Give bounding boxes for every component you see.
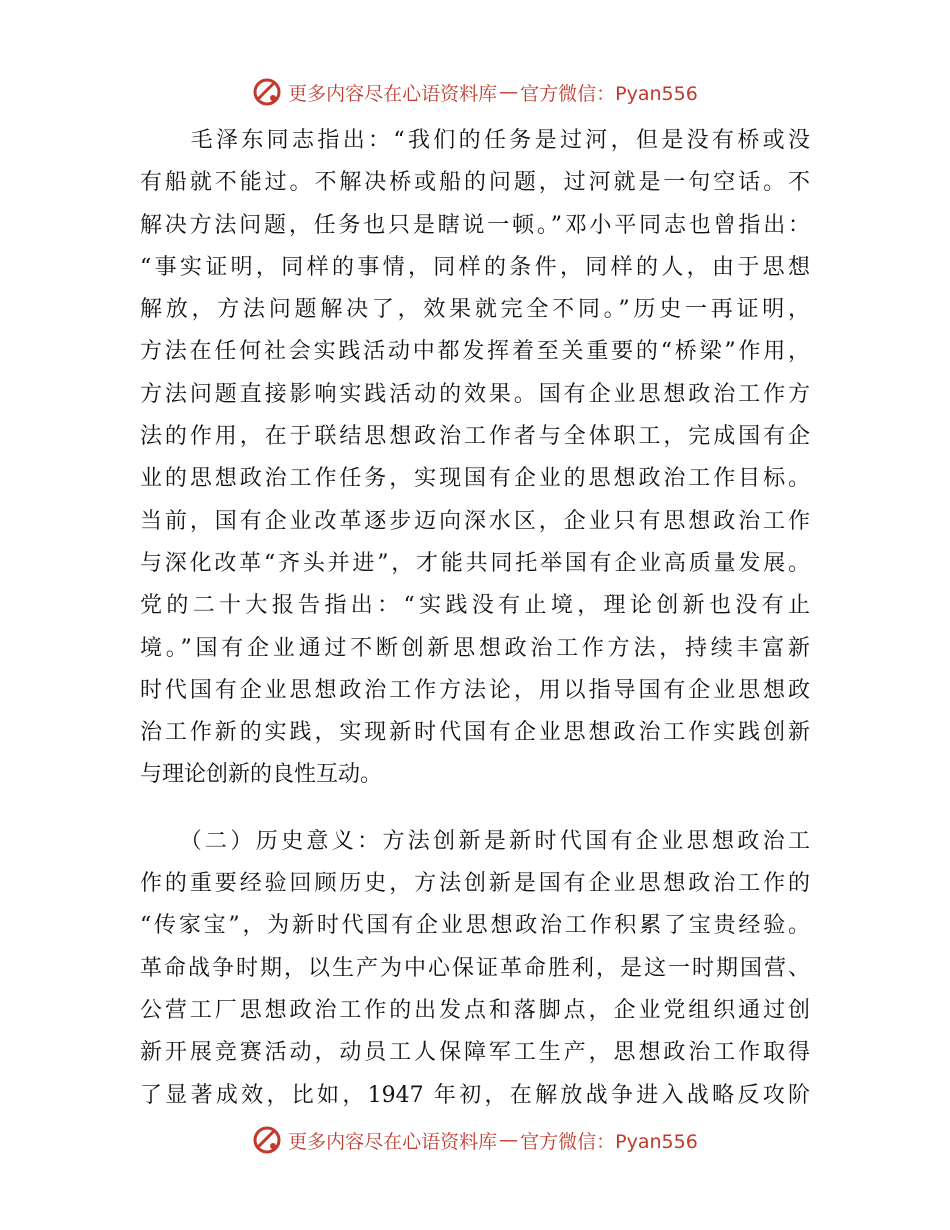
paragraph-1 [140,120,810,797]
text-line: 有船就不能过。不解决桥或船的问题，过河就是一句空话。不 [140,170,810,196]
text-line: 解决方法问题，任务也只是瞎说一顿。”邓小平同志也曾指出： [140,212,810,238]
text-line: 治工作新的实践，实现新时代国有企业思想政治工作实践创新 [140,720,810,746]
watermark-brand: 官方微信：Pyan556 [520,1130,698,1153]
text-line: 与深化改革“齐头并进”，才能共同托举国有企业高质量发展。 [140,550,810,576]
text-line: 当前，国有企业改革逐步迈向深水区，企业只有思想政治工作 [140,508,810,534]
watermark-text: 更多内容尽在心语资料库 [288,82,498,105]
text-line: 与理论创新的良性互动。 [140,762,383,788]
paragraph-2 [140,821,810,1117]
text-line: “传家宝”，为新时代国有企业思想政治工作积累了宝贵经验。 [140,913,810,939]
watermark-logo-icon [252,77,282,107]
text-line: 法的作用，在于联结思想政治工作者与全体职工，完成国有企 [140,424,810,450]
watermark-logo-icon [252,1125,282,1155]
watermark-brand: 官方微信：Pyan556 [520,82,698,105]
text-line: 革命战争时期，以生产为中心保证革命胜利，是这一时期国营、 [140,955,810,981]
text-line: 党的二十大报告指出：“实践没有止境，理论创新也没有止 [140,593,810,619]
watermark-separator: — [499,81,519,103]
text-line: 境。”国有企业通过不断创新思想政治工作方法，持续丰富新 [140,635,810,661]
text-line: （二）历史意义：方法创新是新时代国有企业思想政治工 [140,828,810,854]
watermark-header [0,72,950,112]
text-line: 了显著成效，比如，1947 年初，在解放战争进入战略反攻阶 [140,1082,810,1108]
text-line: 解放，方法问题解决了，效果就完全不同。”历史一再证明， [140,297,810,323]
text-line: 方法在任何社会实践活动中都发挥着至关重要的“桥梁”作用， [140,339,810,365]
paragraph-gap [140,797,810,821]
watermark-separator: — [499,1129,519,1151]
text-line: 业的思想政治工作任务，实现国有企业的思想政治工作目标。 [140,466,810,492]
document-body [140,120,810,1117]
text-line: “事实证明，同样的事情，同样的条件，同样的人，由于思想 [140,254,810,280]
text-line: 作的重要经验回顾历史，方法创新是国有企业思想政治工作的 [140,871,810,897]
watermark-text: 更多内容尽在心语资料库 [288,1130,498,1153]
text-line: 方法问题直接影响实践活动的效果。国有企业思想政治工作方 [140,381,810,407]
text-line: 毛泽东同志指出：“我们的任务是过河，但是没有桥或没 [140,128,810,153]
text-line: 时代国有企业思想政治工作方法论，用以指导国有企业思想政 [140,677,810,703]
text-line: 新开展竞赛活动，动员工人保障军工生产，思想政治工作取得 [140,1040,810,1066]
watermark-footer [0,1120,950,1160]
text-line: 公营工厂思想政治工作的出发点和落脚点，企业党组织通过创 [140,997,810,1023]
